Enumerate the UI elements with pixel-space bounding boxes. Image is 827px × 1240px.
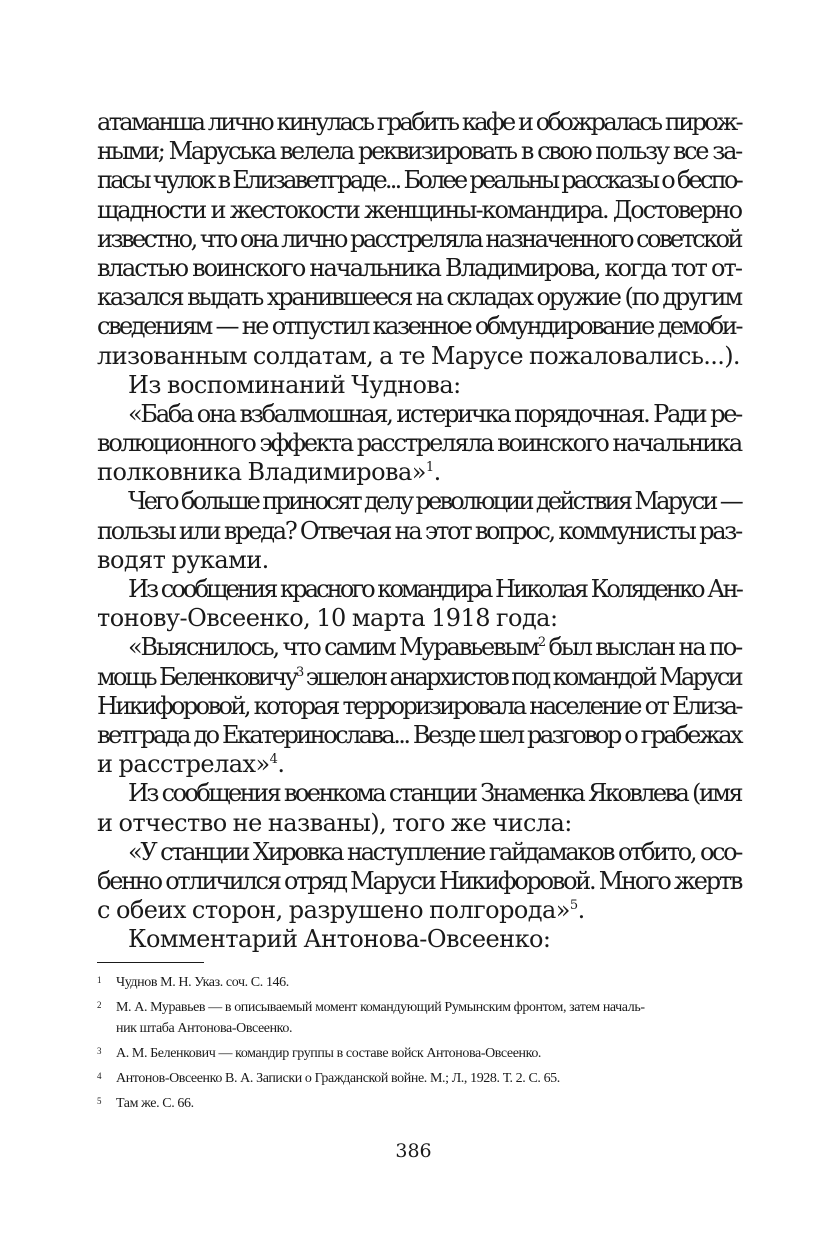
- footnote-ref-5: 5: [569, 898, 578, 914]
- text-line: волюционного эффекта расстреляла воинского начальника: [97, 429, 741, 458]
- footnote: [97, 1043, 741, 1064]
- text-line: пасы чулок в Елизаветграде... Более реальны рассказы о беспо-: [97, 166, 741, 195]
- text-line: Никифоровой, которая терроризировала население от Елиза-: [97, 691, 741, 720]
- text-line: ветграда до Екатеринослава... Везде шел разговор о грабежах: [97, 720, 741, 749]
- footnote-number: 3: [97, 1046, 102, 1056]
- text-line: [97, 750, 741, 779]
- text-line: известно, что она лично расстреляла назначенного советской: [97, 224, 741, 253]
- footnote-number: 4: [97, 1071, 102, 1081]
- text-fragment: .: [433, 458, 441, 487]
- footnote-text: А. М. Беленкович — командир группы в составе войск Антонова-Овсеенко.: [116, 1046, 542, 1061]
- footnote-number: 5: [97, 1096, 102, 1106]
- footnote: [97, 1068, 741, 1089]
- text-line: «Баба она взбалмошная, истеричка порядочная. Ради ре-: [128, 399, 741, 428]
- footnotes: [97, 972, 741, 1118]
- footnote: [97, 972, 741, 993]
- text-fragment: .: [577, 896, 585, 925]
- footnote-text: ник штаба Антонова-Овсеенко.: [116, 1021, 293, 1036]
- text-fragment: эшелон анархистов под командой Маруси: [301, 662, 741, 691]
- text-line: «У станции Хировка наступление гайдамаков отбито, осо-: [128, 837, 741, 866]
- text-line: [97, 633, 741, 662]
- text-fragment: мощь Беленковичу: [97, 662, 297, 691]
- text-fragment: с обеих сторон, разрушено полгорода»: [97, 896, 570, 925]
- main-text: [97, 108, 741, 954]
- text-line: тонову-Овсеенко, 10 марта 1918 года:: [97, 604, 558, 633]
- footnote-ref-4: 4: [269, 752, 278, 768]
- text-fragment: «Выяснилось, что самим Муравьевым: [128, 633, 538, 662]
- text-line: [97, 663, 741, 692]
- text-line: водят руками.: [97, 545, 269, 574]
- text-fragment: был выслан на по-: [544, 633, 742, 662]
- footnote-text: Антонов-Овсеенко В. А. Записки о Гражданской войне. М.; Л., 1928. Т. 2. С. 65.: [116, 1071, 560, 1086]
- text-line: казался выдать хранившееся на складах оружие (по другим: [97, 283, 741, 312]
- footnote-number: 1: [97, 975, 102, 985]
- text-line: [97, 458, 741, 487]
- text-line: щадности и жестокости женщины-командира. Достоверно: [97, 195, 741, 224]
- text-line: [97, 896, 741, 925]
- text-line: бенно отличился отряд Маруси Никифоровой. Много жертв: [97, 866, 742, 895]
- footnote-text: М. А. Муравьев — в описываемый момент командующий Румынским фронтом, затем началь-: [116, 1000, 645, 1015]
- text-line: Чего больше приносят делу революции действия Маруси —: [128, 487, 741, 516]
- footnote-ref-2: 2: [537, 635, 544, 651]
- text-line: лизованным солдатам, а те Марусе пожаловались...).: [97, 341, 740, 370]
- text-fragment: и расстрелах»: [97, 750, 270, 779]
- footnote-ref-3: 3: [296, 664, 302, 680]
- text-line: пользы или вреда? Отвечая на этот вопрос, коммунисты раз-: [97, 516, 741, 545]
- text-line: сведениям — не отпустил казенное обмундирование демоби-: [97, 312, 741, 341]
- footnote-number: 2: [97, 1000, 102, 1010]
- footnote-text: Там же. С. 66.: [116, 1096, 194, 1111]
- footnote: [97, 997, 741, 1039]
- text-line: Из воспоминаний Чуднова:: [128, 370, 461, 399]
- text-line: властью воинского начальника Владимирова, когда тот от-: [97, 253, 741, 282]
- text-line: атаманша лично кинулась грабить кафе и обожралась пирож-: [97, 108, 741, 136]
- footnote-separator: [97, 962, 204, 963]
- text-line: Из сообщения красного командира Николая Коляденко Ан-: [128, 575, 741, 603]
- text-line: и отчество не названы), того же числа:: [97, 808, 572, 837]
- page-number: 386: [395, 1140, 432, 1162]
- text-line: Комментарий Антонова-Овсеенко:: [128, 925, 551, 954]
- footnote-ref-1: 1: [425, 460, 434, 476]
- text-line: Из сообщения военкома станции Знаменка Яковлева (имя: [128, 779, 741, 808]
- text-line: ными; Маруська велела реквизировать в свою пользу все за-: [97, 137, 741, 166]
- text-fragment: полковника Владимирова»: [97, 458, 426, 487]
- text-fragment: .: [277, 750, 285, 779]
- footnote: [97, 1093, 741, 1114]
- footnote-text: Чуднов М. Н. Указ. соч. С. 146.: [116, 975, 289, 990]
